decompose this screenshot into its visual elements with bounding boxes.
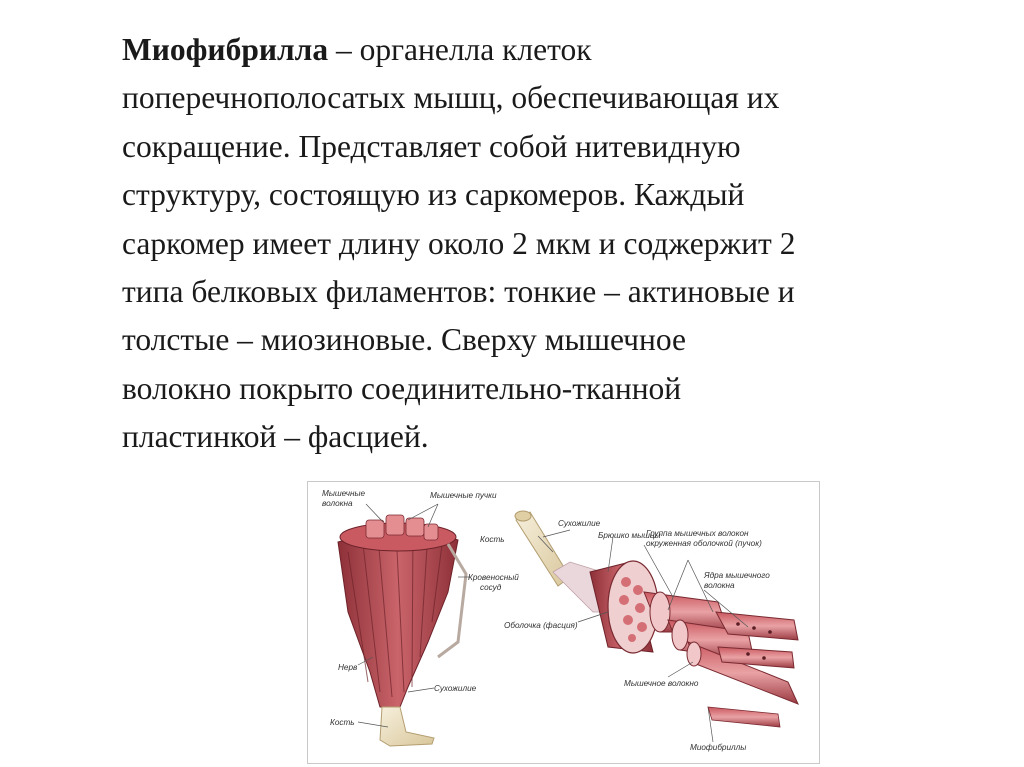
label-group-2: окруженная оболочкой (пучок) <box>646 539 762 548</box>
term-myofibril: Миофибрилла <box>122 32 329 67</box>
definition-paragraph <box>122 26 982 462</box>
muscle-structure-figure <box>307 481 820 764</box>
label-tendon-top: Сухожилие <box>558 519 601 528</box>
label-group-1: Группа мышечных волокон <box>646 529 749 538</box>
label-blood-vessel-2: сосуд <box>480 583 502 592</box>
label-tendon-left: Сухожилие <box>434 684 477 693</box>
left-muscle-drawing <box>338 504 470 746</box>
label-bone-left: Кость <box>480 535 505 544</box>
text-line-5: саркомер имеет длину около 2 мкм и соджержит 2 <box>122 225 796 261</box>
text-line-7: толстые – миозиновые. Сверху мышечное <box>122 322 686 358</box>
muscle-illustration <box>308 482 819 763</box>
text-line-6: типа белковых филаментов: тонкие – актиновые и <box>122 274 795 310</box>
text-line-8: волокно покрыто соединительно-тканной <box>122 370 682 406</box>
label-muscle-fibers-1: Мышечные <box>322 489 366 498</box>
label-muscle-fiber: Мышечное волокно <box>624 679 699 688</box>
text-line-1 <box>122 26 982 74</box>
label-nuclei-2: волокна <box>704 581 735 590</box>
label-myofibrils: Миофибриллы <box>690 743 747 752</box>
label-bone-bottom: Кость <box>330 718 355 727</box>
label-nerve: Нерв <box>338 663 358 672</box>
text-line-2: поперечнополосатых мышц, обеспечивающая их <box>122 80 780 116</box>
label-muscle-fibers-2: волокна <box>322 499 353 508</box>
label-blood-vessel-1: Кровеносный <box>468 573 519 582</box>
text-line-9: пластинкой – фасцией. <box>122 419 429 455</box>
label-fascia: Оболочка (фасция) <box>504 621 578 630</box>
text-line-3: сокращение. Представляет собой нитевидную <box>122 128 741 164</box>
text-line-1-rest: – органелла клеток <box>328 32 592 67</box>
label-nuclei-1: Ядра мышечного <box>704 571 770 580</box>
label-muscle-belly: Брюшко мышцы <box>598 531 661 540</box>
text-line-4: структуру, состоящую из саркомеров. Каждый <box>122 177 745 213</box>
label-muscle-bundles: Мышечные пучки <box>430 491 497 500</box>
